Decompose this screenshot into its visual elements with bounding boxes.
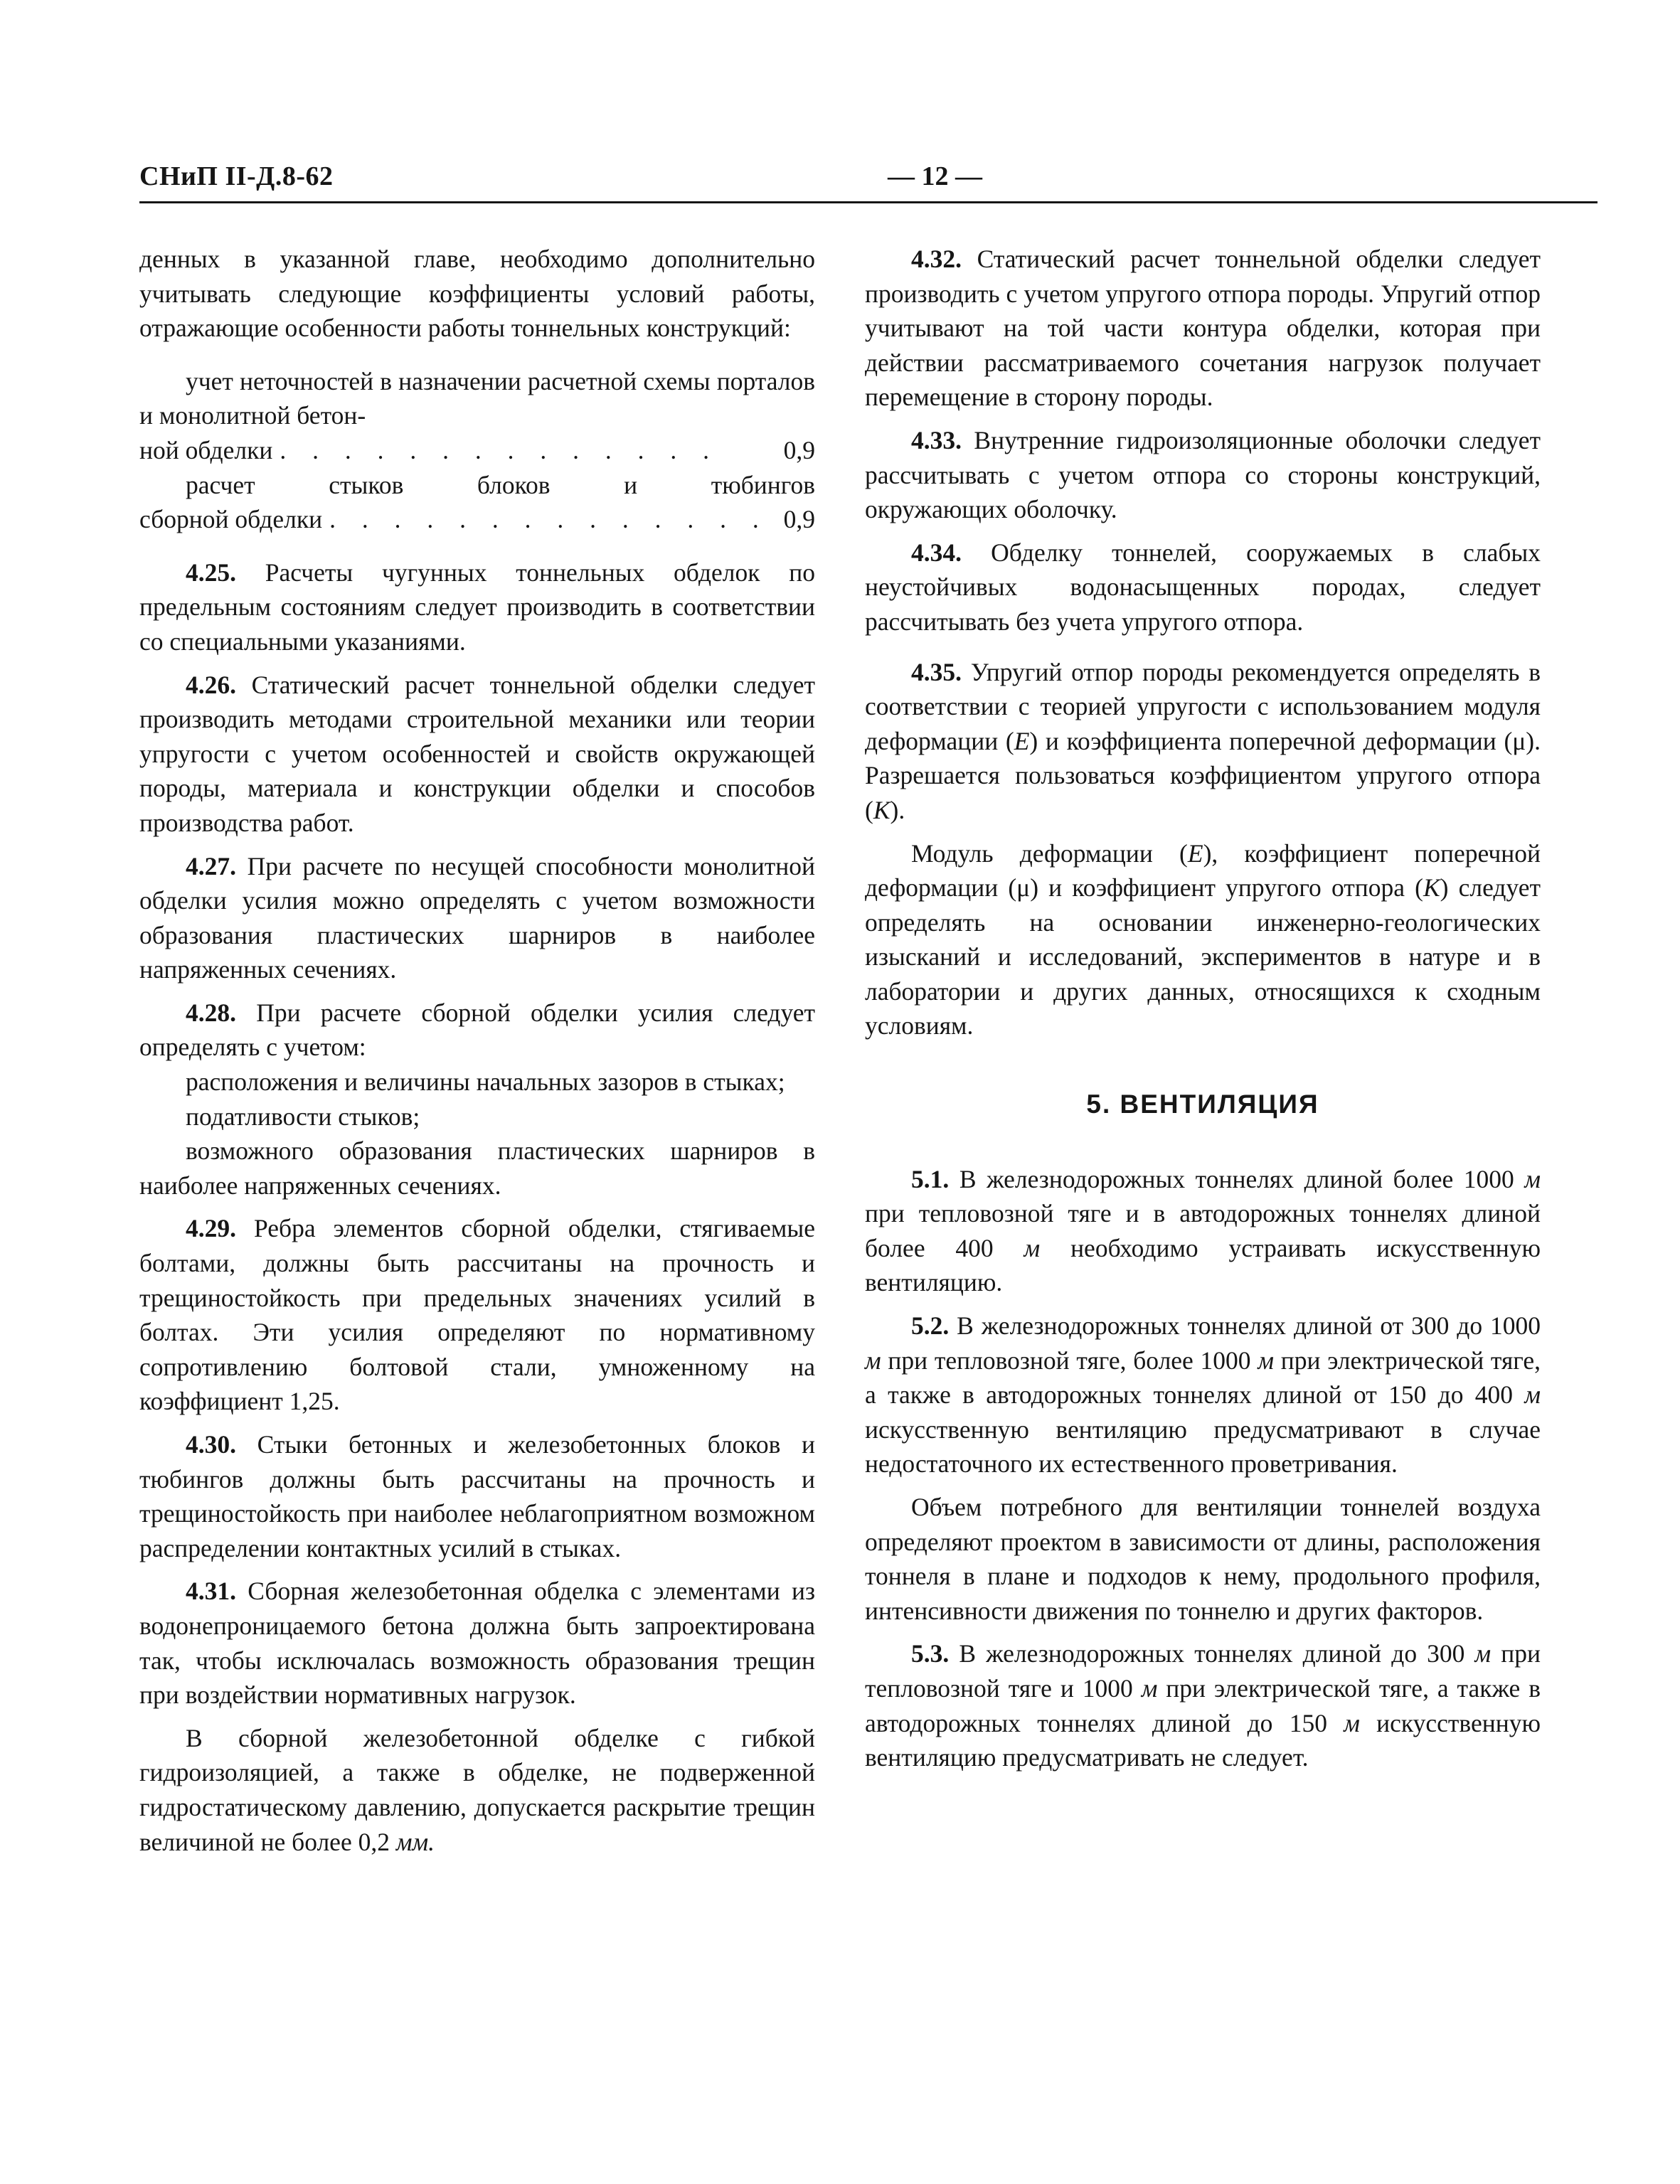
symbol-e: E — [1187, 838, 1203, 868]
clause-text: В сборной железобетонной обделке с гибкой гидроизоляцией, а также в обделке, не подверженной гидростатическому давлению, допускается раскрытие трещин величиной не более 0,2 — [139, 1723, 815, 1856]
clause-5-2-continuation: Объем потребного для вентиляции тоннелей воздуха определяют проектом в зависимости от длины, расположения тоннеля в плане и подходов к нему, продольного профиля, интенсивности движения по тоннелю и других факторов. — [865, 1493, 1541, 1625]
coefficient-1-text: учет неточностей в назначении расчетной схемы порталов и монолитной бетон- — [139, 366, 815, 430]
clause-4-25 — [139, 555, 815, 659]
clause-number: 5.1. — [911, 1164, 950, 1193]
unit-m: м — [1474, 1639, 1492, 1668]
coefficient-list — [139, 364, 815, 537]
clause-text: Статический расчет тоннельной обделки следует производить с учетом упругого отпора породы. Упругий отпор учитывают на той части контура обделки, которая при действии рассматриваемого сочетания нагрузок получает перемещение в сторону породы. — [865, 245, 1541, 412]
unit-m: м — [1024, 1233, 1041, 1262]
coefficient-1-tail: ной обделки — [139, 435, 273, 464]
clause-4-32 — [865, 242, 1541, 415]
clause-4-30 — [139, 1427, 815, 1565]
page-number: — 12 — — [888, 161, 982, 191]
clause-4-33 — [865, 423, 1541, 527]
clause-5-3 — [865, 1636, 1541, 1774]
unit-m: м — [865, 1346, 881, 1375]
clause-text: При расчете по несущей способности монолитной обделки усилия можно определять с учетом возможности образования пластических шарниров в наиболее напряженных сечениях. — [139, 851, 815, 984]
clause-number: 4.28. — [186, 998, 236, 1027]
clause-text: при электрической тяге, а также в автодорожных тоннелях длиной от 150 до 400 — [865, 1346, 1541, 1410]
leader-dots: . . . . . . . . . . . . . . — [280, 435, 719, 464]
coefficient-1-value: 0,9 — [783, 435, 815, 464]
symbol-e: E — [1014, 726, 1030, 755]
clause-4-26 — [139, 668, 815, 841]
clause-number: 4.34. — [911, 538, 962, 567]
document-code: СНиП II-Д.8-62 — [139, 161, 334, 191]
clause-text: ). — [890, 795, 905, 824]
left-column — [139, 242, 815, 1859]
unit-m: м — [1524, 1164, 1541, 1193]
clause-4-28 — [139, 996, 815, 1065]
coefficient-2-value: 0,9 — [783, 505, 815, 534]
clause-number: 4.27. — [186, 851, 236, 880]
clause-text: необходимо устраивать искусственную вентиляцию. — [865, 1233, 1541, 1297]
clause-text: ), коэффициент поперечной деформации (μ) и коэффициент упругого отпора ( — [865, 838, 1541, 902]
clause-text: В железнодорожных тоннелях длиной более 1000 — [959, 1164, 1514, 1193]
clause-4-28-item-2: податливости стыков; — [186, 1102, 420, 1131]
intro-paragraph: денных в указанной главе, необходимо дополнительно учитывать следующие коэффициенты условий работы, отражающие особенности работы тоннельных конструкций: — [139, 245, 815, 343]
coefficient-1-row — [139, 433, 815, 468]
right-column — [865, 242, 1541, 1775]
clause-text: Сборная железобетонная обделка с элементами из водонепроницаемого бетона должна быть запроектирована так, чтобы исключалась возможность образования трещин при воздействии нормативных нагрузок. — [139, 1577, 815, 1710]
clause-text: при тепловозной тяге и 1000 — [865, 1639, 1541, 1703]
unit-m: м — [1524, 1380, 1541, 1410]
clause-text: ) следует определять на основании инженерно-геологических изысканий и исследований, экспериментов в натуре и в лаборатории и других данных, относящихся к сходным условиям. — [865, 873, 1541, 1040]
coefficient-2-tail: сборной обделки — [139, 505, 323, 534]
unit-m: м — [1141, 1673, 1158, 1703]
clause-4-28-item-3: возможного образования пластических шарниров в наиболее напряженных сечениях. — [139, 1136, 815, 1200]
clause-text: При расчете сборной обделки усилия следует определять с учетом: — [139, 998, 816, 1062]
symbol-k: K — [1423, 873, 1440, 902]
header-rule — [139, 201, 1597, 203]
coefficient-2-text: расчет стыков блоков и тюбингов — [186, 470, 815, 499]
clause-4-35-continuation — [865, 836, 1541, 1044]
clause-number: 4.29. — [186, 1214, 236, 1243]
clause-text: Расчеты чугунных тоннельных обделок по предельным состояниям следует производить в соответствии со специальными указаниями. — [139, 558, 816, 656]
leader-dots: . . . . . . . . . . . . . . — [329, 505, 769, 534]
page-header — [139, 161, 1597, 203]
clause-4-31 — [139, 1574, 815, 1712]
clause-5-2 — [865, 1309, 1541, 1481]
clause-text: Стыки бетонных и железобетонных блоков и тюбингов должны быть рассчитаны на прочность и трещиностойкость при наиболее неблагоприятном возможном распределении контактных усилий в стыках. — [139, 1430, 815, 1562]
clause-text: Ребра элементов сборной обделки, стягиваемые болтами, должны быть рассчитаны на прочность и трещиностойкость при предельных значениях усилий в болтах. Эти усилия определяют по нормативному сопротивлению болтовой стали, умноженному на коэффициент 1,25. — [139, 1214, 815, 1416]
clause-4-34 — [865, 536, 1541, 639]
clause-number: 4.33. — [911, 425, 962, 454]
clause-number: 4.25. — [186, 558, 236, 587]
clause-number: 5.2. — [911, 1311, 950, 1341]
clause-5-1 — [865, 1162, 1541, 1300]
clause-number: 5.3. — [911, 1639, 950, 1668]
clause-number: 4.31. — [186, 1577, 236, 1606]
clause-number: 4.32. — [911, 245, 962, 273]
clause-text: Обделку тоннелей, сооружаемых в слабых неустойчивых водонасыщенных породах, следует рассчитывать без учета упругого отпора. — [865, 538, 1541, 636]
clause-text: Упругий отпор породы рекомендуется определять в соответствии с теорией упругости с использованием модуля деформации ( — [865, 657, 1541, 755]
unit-m: м — [1258, 1346, 1274, 1375]
section-title: 5. ВЕНТИЛЯЦИЯ — [1086, 1090, 1319, 1119]
clause-text: при электрической тяге, а также в автодорожных тоннелях длиной до 150 — [865, 1673, 1541, 1737]
clause-4-29 — [139, 1211, 815, 1419]
clause-number: 4.35. — [911, 657, 962, 686]
clause-text: Статический расчет тоннельной обделки следует производить методами строительной механики или теории упругости с учетом особенностей и свойств окружающей породы, материала и конструкции обделки и способов производства работ. — [139, 670, 815, 837]
unit-m: м — [1344, 1708, 1360, 1737]
unit-mm: мм. — [395, 1827, 435, 1856]
clause-text: при тепловозной тяге и в автодорожных тоннелях длиной более 400 — [865, 1199, 1541, 1262]
symbol-k: K — [873, 795, 890, 824]
clause-text: искусственную вентиляцию предусматривать не следует. — [865, 1708, 1541, 1772]
clause-text: Внутренние гидроизоляционные оболочки следует рассчитывать с учетом отпора со стороны конструкций, окружающих оболочку. — [865, 425, 1541, 524]
clause-text: при тепловозной тяге, более 1000 — [888, 1346, 1251, 1375]
clause-4-31-continuation — [139, 1721, 815, 1859]
clause-4-27 — [139, 849, 815, 987]
clause-text: искусственную вентиляцию предусматривают в случае недостаточного их естественного проветривания. — [865, 1415, 1541, 1479]
clause-number: 4.30. — [186, 1430, 236, 1459]
clause-text: ) и коэффициента поперечной деформации (μ). Разрешается пользоваться коэффициентом упругого отпора ( — [865, 726, 1541, 824]
clause-4-35 — [865, 655, 1541, 828]
clause-text: В железнодорожных тоннелях длиной до 300 — [959, 1639, 1465, 1668]
clause-text: Модуль деформации ( — [911, 838, 1188, 868]
coefficient-2-row — [139, 502, 815, 537]
clause-number: 4.26. — [186, 670, 236, 699]
clause-4-28-item-1: расположения и величины начальных зазоров в стыках; — [186, 1067, 785, 1097]
clause-text: В железнодорожных тоннелях длиной от 300 до 1000 — [957, 1311, 1541, 1341]
